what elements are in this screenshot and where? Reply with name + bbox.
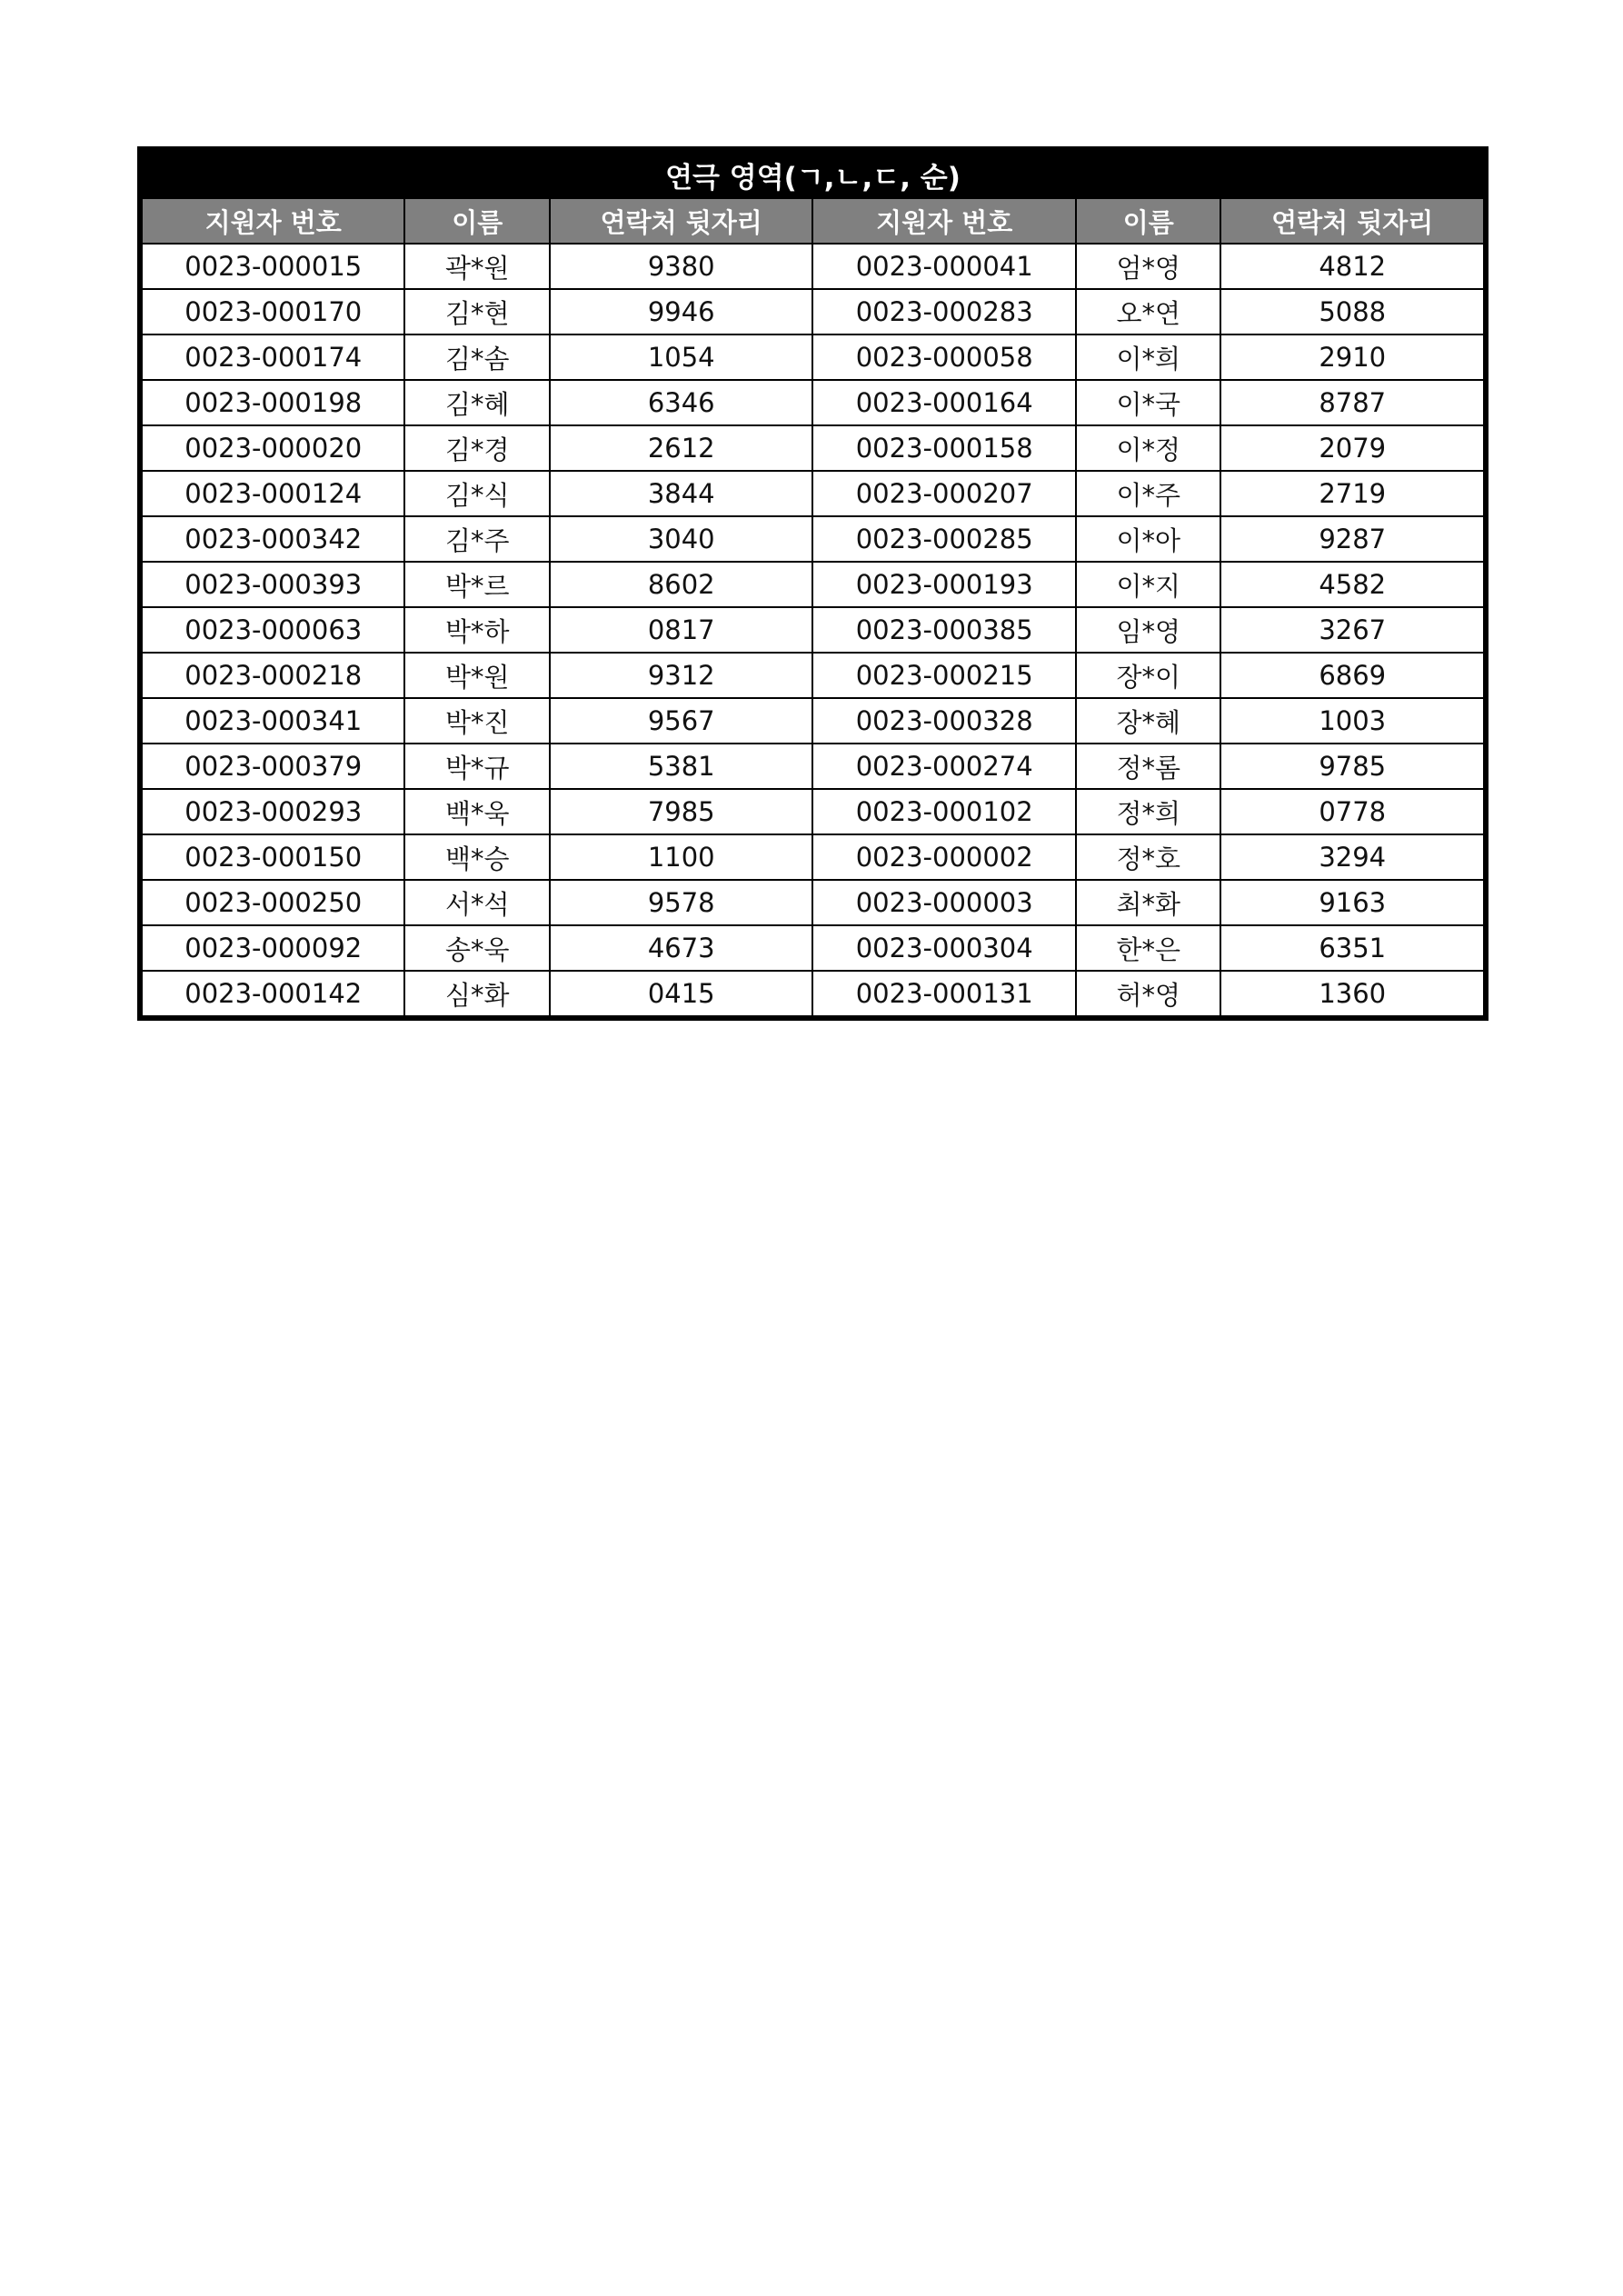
- name-cell: 심*화: [404, 971, 550, 1016]
- table-title-row: [142, 151, 1484, 198]
- name-cell: 정*희: [1076, 789, 1221, 834]
- table-row: [142, 834, 1484, 880]
- applicant-number-cell: 0023-000131: [812, 971, 1075, 1016]
- applicant-number-cell: 0023-000293: [142, 789, 404, 834]
- phone-last-digits-cell: 0778: [1220, 789, 1484, 834]
- table-row: [142, 971, 1484, 1016]
- phone-last-digits-cell: 6869: [1220, 653, 1484, 698]
- applicant-number-cell: 0023-000124: [142, 471, 404, 516]
- name-cell: 오*연: [1076, 289, 1221, 334]
- applicant-number-cell: 0023-000342: [142, 516, 404, 562]
- name-cell: 박*원: [404, 653, 550, 698]
- applicant-number-cell: 0023-000170: [142, 289, 404, 334]
- applicant-table-container: [137, 146, 1489, 1021]
- name-cell: 김*식: [404, 471, 550, 516]
- applicant-number-cell: 0023-000041: [812, 244, 1075, 289]
- table-row: [142, 516, 1484, 562]
- name-cell: 정*롬: [1076, 744, 1221, 789]
- phone-last-digits-cell: 1054: [550, 334, 812, 380]
- phone-last-digits-cell: 2612: [550, 425, 812, 471]
- applicant-number-cell: 0023-000164: [812, 380, 1075, 425]
- phone-last-digits-cell: 6346: [550, 380, 812, 425]
- applicant-number-cell: 0023-000003: [812, 880, 1075, 925]
- name-cell: 김*현: [404, 289, 550, 334]
- applicant-table: [141, 150, 1485, 1017]
- phone-last-digits-cell: 0817: [550, 607, 812, 653]
- name-cell: 이*주: [1076, 471, 1221, 516]
- phone-last-digits-cell: 8787: [1220, 380, 1484, 425]
- name-cell: 장*이: [1076, 653, 1221, 698]
- applicant-number-cell: 0023-000058: [812, 334, 1075, 380]
- phone-last-digits-cell: 5381: [550, 744, 812, 789]
- phone-last-digits-cell: 1100: [550, 834, 812, 880]
- header-applicant-number: 지원자 번호: [812, 198, 1075, 244]
- name-cell: 이*국: [1076, 380, 1221, 425]
- table-row: [142, 425, 1484, 471]
- name-cell: 송*욱: [404, 925, 550, 971]
- applicant-number-cell: 0023-000341: [142, 698, 404, 744]
- table-row: [142, 289, 1484, 334]
- name-cell: 박*진: [404, 698, 550, 744]
- name-cell: 이*지: [1076, 562, 1221, 607]
- table-row: [142, 880, 1484, 925]
- applicant-number-cell: 0023-000274: [812, 744, 1075, 789]
- applicant-number-cell: 0023-000158: [812, 425, 1075, 471]
- name-cell: 서*석: [404, 880, 550, 925]
- table-row: [142, 244, 1484, 289]
- applicant-number-cell: 0023-000215: [812, 653, 1075, 698]
- phone-last-digits-cell: 8602: [550, 562, 812, 607]
- phone-last-digits-cell: 1360: [1220, 971, 1484, 1016]
- header-applicant-number: 지원자 번호: [142, 198, 404, 244]
- phone-last-digits-cell: 9287: [1220, 516, 1484, 562]
- table-row: [142, 471, 1484, 516]
- header-phone-last-digits: 연락처 뒷자리: [550, 198, 812, 244]
- phone-last-digits-cell: 9578: [550, 880, 812, 925]
- phone-last-digits-cell: 9312: [550, 653, 812, 698]
- applicant-number-cell: 0023-000102: [812, 789, 1075, 834]
- applicant-number-cell: 0023-000283: [812, 289, 1075, 334]
- name-cell: 박*규: [404, 744, 550, 789]
- table-row: [142, 698, 1484, 744]
- name-cell: 김*솜: [404, 334, 550, 380]
- table-row: [142, 789, 1484, 834]
- phone-last-digits-cell: 9567: [550, 698, 812, 744]
- phone-last-digits-cell: 4673: [550, 925, 812, 971]
- applicant-number-cell: 0023-000328: [812, 698, 1075, 744]
- phone-last-digits-cell: 9163: [1220, 880, 1484, 925]
- applicant-number-cell: 0023-000020: [142, 425, 404, 471]
- phone-last-digits-cell: 7985: [550, 789, 812, 834]
- applicant-number-cell: 0023-000198: [142, 380, 404, 425]
- phone-last-digits-cell: 3267: [1220, 607, 1484, 653]
- phone-last-digits-cell: 2719: [1220, 471, 1484, 516]
- phone-last-digits-cell: 3294: [1220, 834, 1484, 880]
- applicant-number-cell: 0023-000150: [142, 834, 404, 880]
- name-cell: 김*경: [404, 425, 550, 471]
- table-row: [142, 380, 1484, 425]
- name-cell: 박*르: [404, 562, 550, 607]
- name-cell: 최*화: [1076, 880, 1221, 925]
- applicant-number-cell: 0023-000015: [142, 244, 404, 289]
- table-row: [142, 334, 1484, 380]
- name-cell: 박*하: [404, 607, 550, 653]
- applicant-number-cell: 0023-000379: [142, 744, 404, 789]
- applicant-number-cell: 0023-000285: [812, 516, 1075, 562]
- phone-last-digits-cell: 1003: [1220, 698, 1484, 744]
- name-cell: 정*호: [1076, 834, 1221, 880]
- name-cell: 장*혜: [1076, 698, 1221, 744]
- table-row: [142, 653, 1484, 698]
- name-cell: 곽*원: [404, 244, 550, 289]
- header-phone-last-digits: 연락처 뒷자리: [1220, 198, 1484, 244]
- name-cell: 김*주: [404, 516, 550, 562]
- table-row: [142, 744, 1484, 789]
- phone-last-digits-cell: 9380: [550, 244, 812, 289]
- applicant-number-cell: 0023-000092: [142, 925, 404, 971]
- header-name: 이름: [404, 198, 550, 244]
- phone-last-digits-cell: 4812: [1220, 244, 1484, 289]
- applicant-number-cell: 0023-000207: [812, 471, 1075, 516]
- applicant-number-cell: 0023-000063: [142, 607, 404, 653]
- name-cell: 이*희: [1076, 334, 1221, 380]
- applicant-number-cell: 0023-000002: [812, 834, 1075, 880]
- phone-last-digits-cell: 2910: [1220, 334, 1484, 380]
- name-cell: 이*아: [1076, 516, 1221, 562]
- phone-last-digits-cell: 6351: [1220, 925, 1484, 971]
- header-name: 이름: [1076, 198, 1221, 244]
- phone-last-digits-cell: 9785: [1220, 744, 1484, 789]
- table-row: [142, 925, 1484, 971]
- applicant-number-cell: 0023-000218: [142, 653, 404, 698]
- table-body: [142, 244, 1484, 1016]
- applicant-number-cell: 0023-000193: [812, 562, 1075, 607]
- phone-last-digits-cell: 3844: [550, 471, 812, 516]
- name-cell: 백*욱: [404, 789, 550, 834]
- table-title: 연극 영역(ㄱ,ㄴ,ㄷ, 순): [142, 151, 1484, 198]
- column-header-row: [142, 198, 1484, 244]
- applicant-number-cell: 0023-000304: [812, 925, 1075, 971]
- phone-last-digits-cell: 4582: [1220, 562, 1484, 607]
- name-cell: 이*정: [1076, 425, 1221, 471]
- name-cell: 허*영: [1076, 971, 1221, 1016]
- phone-last-digits-cell: 2079: [1220, 425, 1484, 471]
- name-cell: 백*승: [404, 834, 550, 880]
- phone-last-digits-cell: 0415: [550, 971, 812, 1016]
- phone-last-digits-cell: 3040: [550, 516, 812, 562]
- applicant-number-cell: 0023-000174: [142, 334, 404, 380]
- applicant-number-cell: 0023-000142: [142, 971, 404, 1016]
- applicant-number-cell: 0023-000385: [812, 607, 1075, 653]
- applicant-number-cell: 0023-000393: [142, 562, 404, 607]
- name-cell: 엄*영: [1076, 244, 1221, 289]
- name-cell: 한*은: [1076, 925, 1221, 971]
- phone-last-digits-cell: 9946: [550, 289, 812, 334]
- table-row: [142, 562, 1484, 607]
- name-cell: 김*혜: [404, 380, 550, 425]
- table-row: [142, 607, 1484, 653]
- applicant-number-cell: 0023-000250: [142, 880, 404, 925]
- name-cell: 임*영: [1076, 607, 1221, 653]
- phone-last-digits-cell: 5088: [1220, 289, 1484, 334]
